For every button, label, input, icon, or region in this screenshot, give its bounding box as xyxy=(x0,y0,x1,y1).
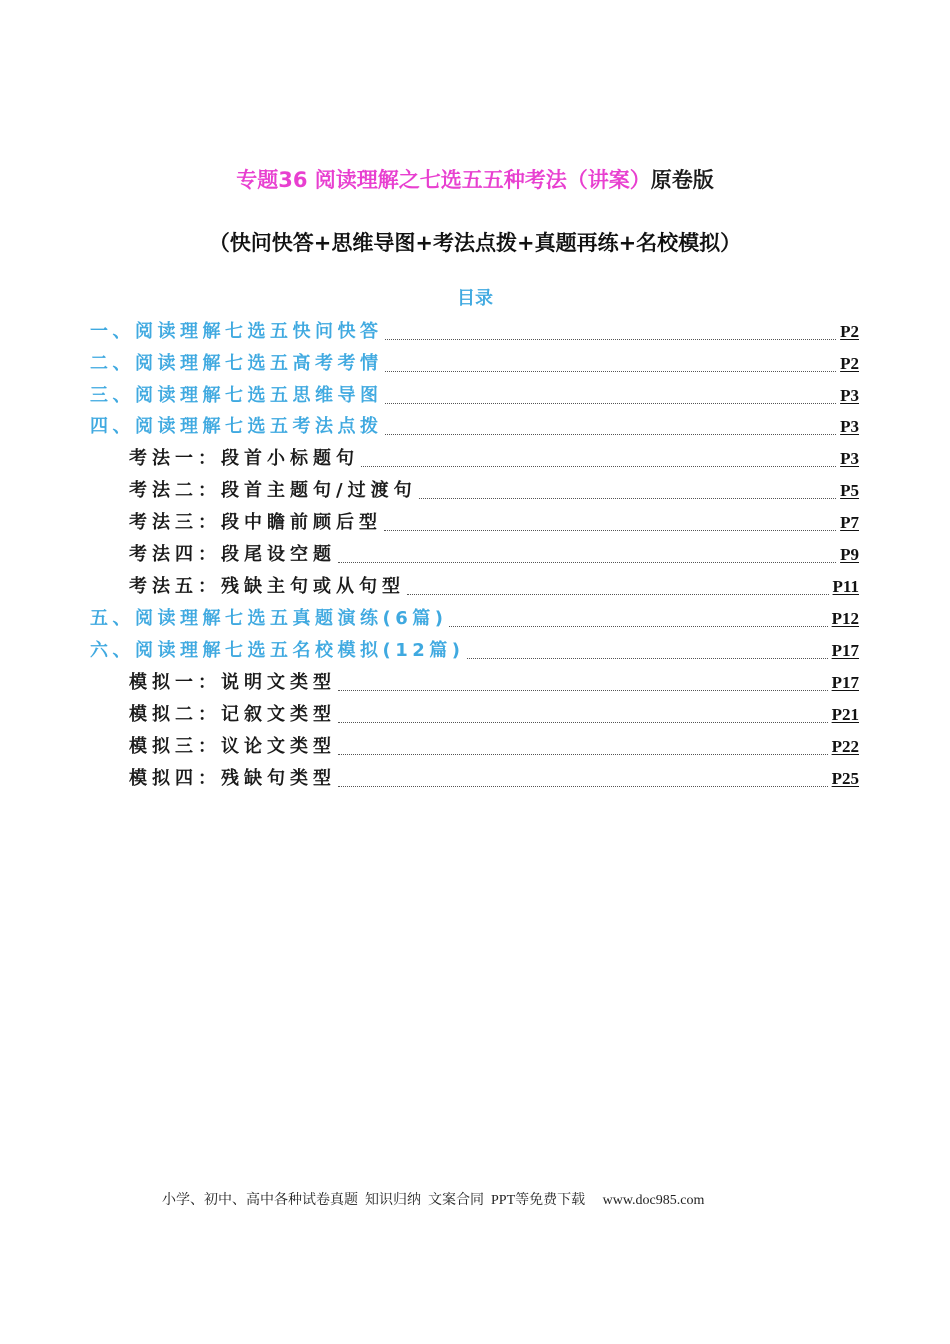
toc-entry-label: 考法二：段首主题句/过渡句 xyxy=(129,480,417,501)
toc-entry-page: P22 xyxy=(831,737,859,756)
toc-entry-page: P3 xyxy=(840,449,859,468)
toc-entry-page: P21 xyxy=(831,705,859,724)
toc-entry-page: P5 xyxy=(840,481,859,500)
toc-entry-page: P2 xyxy=(840,322,859,341)
document-subtitle: （快问快答+思维导图+考法点拨+真题再练+名校模拟） xyxy=(208,231,742,255)
toc-entry-label: 三、阅读理解七选五思维导图 xyxy=(90,385,383,406)
toc-entry-page: P12 xyxy=(831,609,859,628)
toc-leader-dots xyxy=(385,371,837,372)
toc-entry-section-6[interactable] xyxy=(90,639,859,663)
toc-leader-dots xyxy=(385,403,837,404)
toc-leader-dots xyxy=(384,530,836,531)
toc-entry-method-4[interactable] xyxy=(129,543,859,567)
toc-entry-label: 模拟三：议论文类型 xyxy=(129,736,336,757)
toc-entry-label: 模拟四：残缺句类型 xyxy=(129,768,336,789)
toc-entry-method-5[interactable] xyxy=(129,575,859,599)
toc-leader-dots xyxy=(338,722,828,723)
toc-entry-section-1[interactable] xyxy=(90,320,859,344)
toc-entry-page: P2 xyxy=(840,354,859,373)
toc-entry-method-1[interactable] xyxy=(129,447,859,471)
toc-entry-page: P7 xyxy=(840,513,859,532)
toc-entry-label: 一、阅读理解七选五快问快答 xyxy=(90,321,383,342)
toc-entry-label: 考法三：段中瞻前顾后型 xyxy=(129,512,382,533)
toc-leader-dots xyxy=(338,690,828,691)
toc-leader-dots xyxy=(419,498,837,499)
toc-entry-mock-3[interactable] xyxy=(129,735,859,759)
toc-entry-mock-2[interactable] xyxy=(129,703,859,727)
toc-entry-method-2[interactable] xyxy=(129,479,859,503)
toc-leader-dots xyxy=(338,754,828,755)
document-title xyxy=(0,166,950,194)
toc-entry-label: 四、阅读理解七选五考法点拨 xyxy=(90,416,383,437)
toc-entry-label: 五、阅读理解七选五真题演练(6篇) xyxy=(90,608,448,629)
title-main: 专题36 阅读理解之七选五五种考法（讲案） xyxy=(236,168,651,192)
toc-leader-dots xyxy=(385,434,837,435)
toc-entry-section-5[interactable] xyxy=(90,607,859,631)
toc-entry-page: P17 xyxy=(831,673,859,692)
toc-entry-mock-4[interactable] xyxy=(129,767,859,791)
toc-entry-label: 考法一：段首小标题句 xyxy=(129,448,359,469)
toc-entry-page: P3 xyxy=(840,386,859,405)
toc-entry-page: P11 xyxy=(832,577,859,596)
toc-entry-label: 考法四：段尾设空题 xyxy=(129,544,336,565)
toc-leader-dots xyxy=(361,466,836,467)
toc-entry-page: P25 xyxy=(831,769,859,788)
toc-entry-label: 二、阅读理解七选五高考考情 xyxy=(90,353,383,374)
toc-entry-mock-1[interactable] xyxy=(129,671,859,695)
toc-leader-dots xyxy=(467,658,828,659)
toc-entry-page: P3 xyxy=(840,417,859,436)
toc-entry-section-4[interactable] xyxy=(90,415,859,439)
toc-entry-label: 六、阅读理解七选五名校模拟(12篇) xyxy=(90,640,465,661)
toc-heading: 目录 xyxy=(457,288,493,309)
toc-leader-dots xyxy=(385,339,837,340)
toc-leader-dots xyxy=(449,626,827,627)
title-suffix: 原卷版 xyxy=(650,168,714,192)
toc-entry-page: P17 xyxy=(831,641,859,660)
toc-leader-dots xyxy=(338,562,836,563)
toc-entry-label: 模拟二：记叙文类型 xyxy=(129,704,336,725)
toc-entry-section-2[interactable] xyxy=(90,352,859,376)
toc-entry-page: P9 xyxy=(840,545,859,564)
toc-entry-method-3[interactable] xyxy=(129,511,859,535)
toc-entry-section-3[interactable] xyxy=(90,384,859,408)
toc-entry-label: 考法五：残缺主句或从句型 xyxy=(129,576,405,597)
toc-leader-dots xyxy=(407,594,829,595)
toc-entry-label: 模拟一：说明文类型 xyxy=(129,672,336,693)
toc-leader-dots xyxy=(338,786,828,787)
page-footer: 小学、初中、高中各种试卷真题 知识归纳 文案合同 PPT等免费下载 www.doc985.com xyxy=(162,1193,705,1208)
